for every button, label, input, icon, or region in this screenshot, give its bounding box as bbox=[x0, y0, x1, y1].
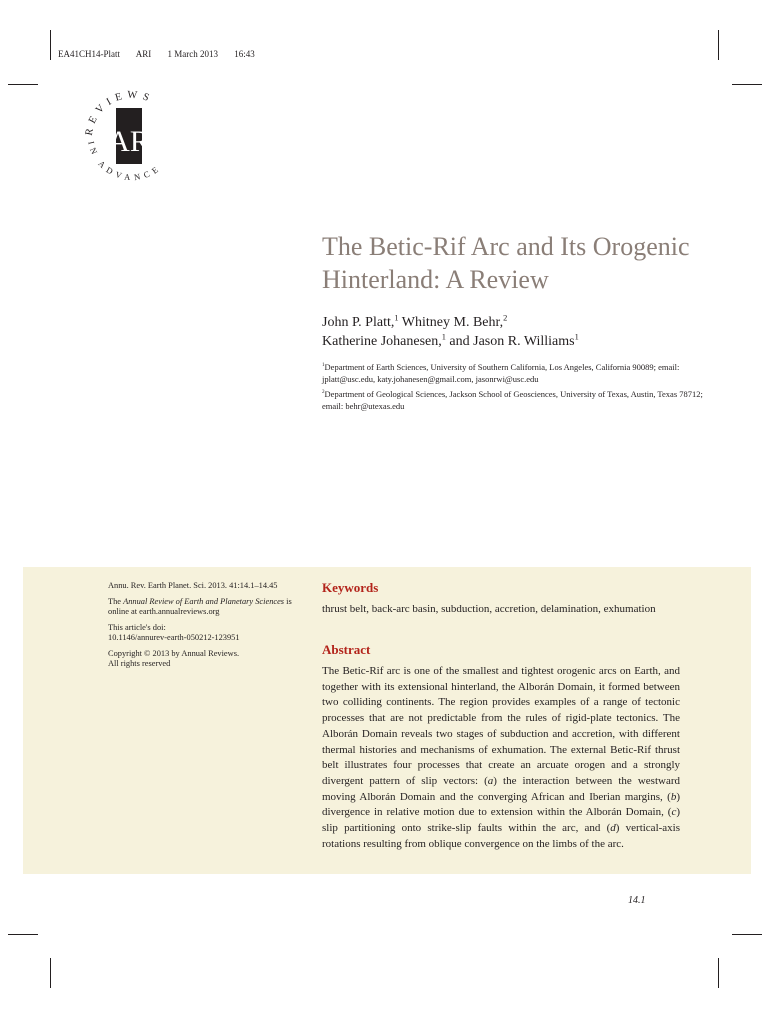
page-number: 14.1 bbox=[628, 895, 646, 906]
logo-bottom-text: IN ADVANCE bbox=[86, 140, 164, 183]
crop-mark bbox=[732, 84, 762, 85]
rights: All rights reserved bbox=[108, 659, 171, 668]
crop-mark bbox=[50, 30, 51, 60]
crop-mark bbox=[732, 934, 762, 935]
article-metadata bbox=[108, 581, 300, 675]
logo-top-text: REVIEWS bbox=[83, 89, 156, 137]
author-affiliation-mark: 1 bbox=[394, 313, 399, 323]
author-affiliation-mark: 1 bbox=[574, 332, 579, 342]
abstract-text: The Betic-Rif arc is one of the smallest and tightest orogenic arcs on Earth, and together with its extensional hinterland, the Alborán Domain, it formed between two colliding continents. The region provides examples of a range of tectonic processes that are not predictable from the rules of rigid-plate tectonics. The Alborán Domain reveals two stages of subduction and accretion, with different thermal histories and mechanisms of exhumation. The external Betic-Rif thrust belt illustrates four processes that create an arcuate orogen and a strongly divergent pattern of slip vectors: (a) the interaction between the westward moving Alborán Domain and the converging African and Iberian margins, (b) divergence in relative motion due to extension within the Alborán Domain, (c) slip partitioning onto strike-slip faults within the arc, and (d) vertical-axis rotations resulting from oblique convergence on the limbs of the arc. bbox=[322, 665, 681, 850]
doi-block bbox=[108, 623, 300, 644]
copyright-block bbox=[108, 649, 300, 670]
author-affiliation-mark: 2 bbox=[503, 313, 508, 323]
keywords-heading: Keywords bbox=[322, 580, 379, 595]
citation: Annu. Rev. Earth Planet. Sci. 2013. 41:14.1–14.45 bbox=[108, 581, 278, 590]
crop-mark bbox=[718, 30, 719, 60]
journal-name: Annual Review of Earth and Planetary Sciences bbox=[123, 596, 285, 606]
author-affiliation-mark: 1 bbox=[441, 332, 446, 342]
abstract-heading: Abstract bbox=[322, 642, 371, 657]
doi-value: 10.1146/annurev-earth-050212-123951 bbox=[108, 633, 240, 642]
doi-label: This article's doi: bbox=[108, 622, 166, 632]
crop-mark bbox=[8, 84, 38, 85]
crop-mark bbox=[50, 958, 51, 988]
copyright: Copyright © 2013 by Annual Reviews. bbox=[108, 648, 240, 658]
author-name: Whitney M. Behr, bbox=[401, 315, 504, 330]
logo-monogram: AR bbox=[108, 125, 150, 158]
affiliation-text: Department of Earth Sciences, University of Southern California, Los Angeles, California 90089; email: jplatt@usc.edu, katy.johanesen@gmail.com, jasonrwi@usc.edu bbox=[322, 362, 680, 384]
affiliation-number: 2 bbox=[322, 389, 325, 396]
author-name: and Jason R. Williams bbox=[449, 334, 575, 349]
slug-time: 16:43 bbox=[234, 49, 255, 59]
slug-code: EA41CH14-Platt bbox=[58, 49, 120, 59]
reviews-in-advance-logo bbox=[78, 80, 182, 190]
affiliation bbox=[322, 389, 722, 412]
article-title: The Betic-Rif Arc and Its Orogenic Hinterland: A Review bbox=[322, 232, 690, 294]
affiliation-text: Department of Geological Sciences, Jackson School of Geosciences, University of Texas, Austin, Texas 78712; email: behr@utexas.edu bbox=[322, 389, 703, 411]
keywords-text: thrust belt, back-arc basin, subduction, accretion, delamination, exhumation bbox=[322, 603, 656, 615]
running-slug bbox=[58, 49, 269, 59]
crop-mark bbox=[718, 958, 719, 988]
author-name: Katherine Johanesen, bbox=[322, 334, 442, 349]
author-list bbox=[322, 313, 722, 351]
crop-mark bbox=[8, 934, 38, 935]
slug-publisher: ARI bbox=[135, 49, 152, 59]
online-notice: The Annual Review of Earth and Planetary Sciences is online at earth.annualreviews.org bbox=[108, 596, 292, 616]
slug-date: 1 March 2013 bbox=[167, 49, 219, 59]
affiliation-number: 1 bbox=[322, 362, 325, 369]
author-name: John P. Platt, bbox=[322, 315, 395, 330]
affiliation bbox=[322, 362, 722, 385]
